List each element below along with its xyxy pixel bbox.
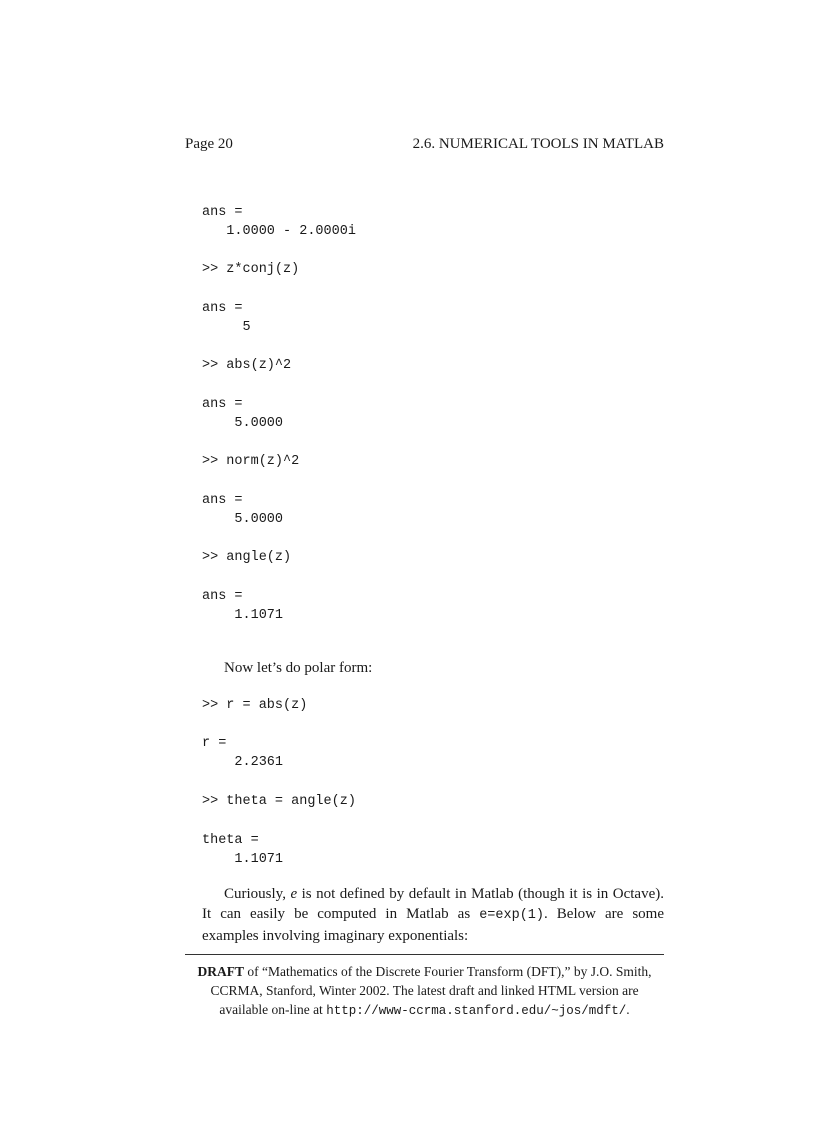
footer-rule — [185, 954, 664, 955]
math-e: e — [290, 886, 298, 902]
code-command: >> abs(z)^2 — [202, 358, 292, 373]
paragraph-curiously: Curiously, e is not defined by default in Matlab (though it is in Octave). It can easily be computed in Matlab as e=exp(1). Below are some examples involving imaginary exponentials: — [202, 886, 664, 944]
code-output: ans = 5.0000 — [202, 493, 284, 527]
code-command: >> theta = angle(z) — [202, 794, 356, 809]
code-command: >> angle(z) — [202, 550, 292, 565]
code-command: >> z*conj(z) — [202, 262, 300, 277]
code-output: ans = 5.0000 — [202, 397, 284, 431]
code-command: >> norm(z)^2 — [202, 454, 300, 469]
code-output: ans = 1.1071 — [202, 589, 284, 623]
code-output: ans = 1.0000 - 2.0000i — [202, 205, 356, 239]
code-output: r = 2.2361 — [202, 736, 284, 770]
page-number: Page 20 — [185, 136, 233, 152]
code-output: ans = 5 — [202, 301, 251, 335]
footer-note: DRAFT of “Mathematics of the Discrete Fourier Transform (DFT),” by J.O. Smith, CCRMA, Stanford, Winter 2002. The latest draft and linked HTML version are available on-line at http://www-ccrma.stanford.edu/~jos/mdft/. — [197, 964, 652, 1018]
code-output: theta = 1.1071 — [202, 833, 284, 867]
footer-url[interactable]: http://www-ccrma.stanford.edu/~jos/mdft/ — [326, 1004, 627, 1018]
running-header: 2.6. NUMERICAL TOOLS IN MATLAB — [412, 136, 664, 152]
draft-label: DRAFT — [197, 964, 244, 979]
code-command: >> r = abs(z) — [202, 698, 308, 713]
paragraph-polar: Now let’s do polar form: — [224, 660, 373, 676]
inline-code: e=exp(1) — [479, 908, 544, 923]
